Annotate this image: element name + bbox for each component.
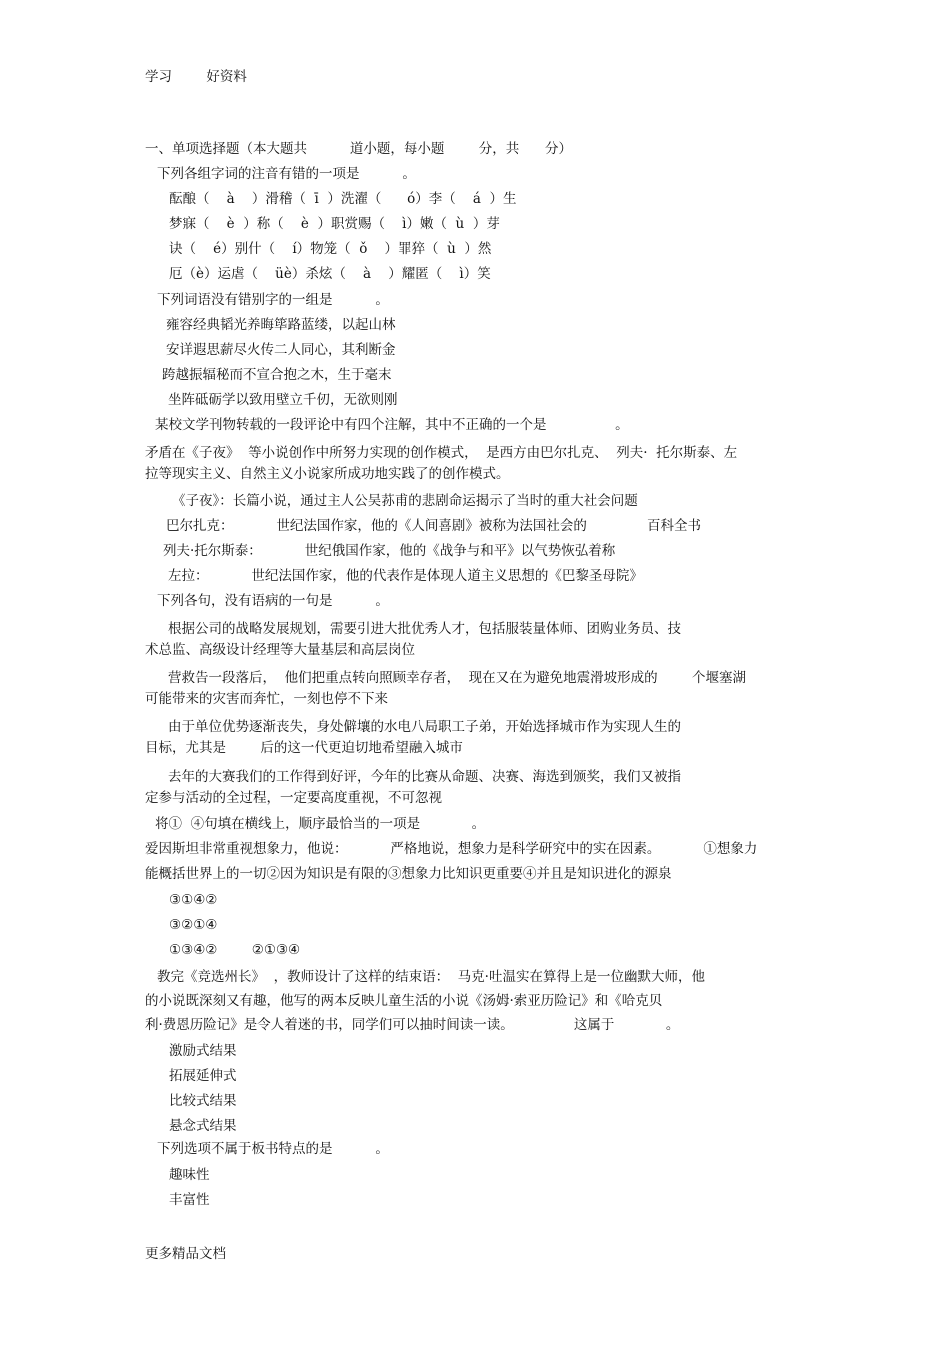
question-4-option-c-line-1: 由于单位优势逐渐丧失，身处僻壤的水电八局职工子弟，开始选择城市作为实现人生的: [168, 719, 681, 735]
question-2-stem: 下列词语没有错别字的一组是 。: [157, 292, 389, 308]
question-2-option-d: 坐阵砥砺学以致用壁立千仞，无欲则刚: [168, 392, 398, 408]
section-heading: 一、单项选择题（本大题共 道小题，每小题 分，共 分）: [145, 141, 572, 157]
question-1-option-b: 梦寐（ è ）称（ è ）职赏赐（ ì）嫩（ ù ）芽: [169, 216, 500, 232]
question-5-stem: 将① ④句填在横线上，顺序最恰当的一项是 。: [155, 816, 486, 832]
question-4-option-b-line-1: 营救告一段落后， 他们把重点转向照顾幸存者， 现在又在为避免地震滑坡形成的 个堰塞湖: [168, 670, 746, 686]
question-7-option-a: 趣味性: [169, 1167, 210, 1183]
question-1-stem: 下列各组字词的注音有错的一项是 。: [157, 166, 416, 182]
question-3-option-b: 巴尔扎克： 世纪法国作家，他的《人间喜剧》被称为法国社会的 百科全书: [166, 518, 701, 534]
question-6-stem-line-2: 的小说既深刻又有趣，他写的两本反映儿童生活的小说《汤姆·索亚历险记》和《哈克贝: [145, 993, 663, 1009]
question-6-stem-line-1: 教完《竞选州长》 ，教师设计了这样的结束语： 马克·吐温实在算得上是一位幽默大师，他: [157, 969, 705, 985]
question-6-option-b: 拓展延伸式: [169, 1068, 237, 1084]
question-4-option-a-line-1: 根据公司的战略发展规划，需要引进大批优秀人才，包括服装量体师、团购业务员、技: [168, 621, 681, 637]
question-4-option-b-line-2: 可能带来的灾害而奔忙，一刻也停不下来: [145, 691, 388, 707]
question-3-passage-line-1: 矛盾在《子夜》 等小说创作中所努力实现的创作模式， 是西方由巴尔扎克、 列夫· 托尔斯泰、左: [145, 445, 738, 461]
question-6-option-d: 悬念式结果: [169, 1118, 237, 1134]
question-4-option-c-line-2: 目标，尤其是 后的这一代更迫切地希望融入城市: [145, 740, 463, 756]
question-4-stem: 下列各句，没有语病的一句是 。: [157, 593, 389, 609]
question-7-stem: 下列选项不属于板书特点的是 。: [157, 1141, 389, 1157]
question-7-option-b: 丰富性: [169, 1192, 210, 1208]
question-2-option-c: 跨越振辐秘而不宣合抱之木，生于毫末: [162, 367, 392, 383]
question-4-option-a-line-2: 术总监、高级设计经理等大量基层和高层岗位: [145, 642, 415, 658]
page-header: 学习 好资料: [145, 69, 247, 85]
question-4-option-d-line-1: 去年的大赛我们的工作得到好评，今年的比赛从命题、决赛、海选到颁奖，我们又被指: [168, 769, 681, 785]
question-3-stem: 某校文学刊物转载的一段评论中有四个注解，其中不正确的一个是 。: [155, 417, 629, 433]
question-1-option-d: 厄（è）运虐（ üè）杀炫（ à ）耀匿（ ì）笑: [169, 266, 491, 282]
question-3-option-d: 左拉： 世纪法国作家，他的代表作是体现人道主义思想的《巴黎圣母院》: [168, 568, 643, 584]
question-2-option-a: 雍容经典韬光养晦筚路蓝缕，以起山林: [166, 317, 396, 333]
question-6-stem-line-3: 利·费恩历险记》是令人着迷的书，同学们可以抽时间读一读。 这属于 。: [145, 1017, 680, 1033]
question-1-option-a: 酝酿（ à ）滑稽（ ī ）洗濯（ ó）李（ á ）生: [169, 191, 517, 207]
question-5-option-cd: ①③④② ②①③④: [169, 942, 301, 958]
question-5-option-b: ③②①④: [169, 917, 218, 933]
question-5-passage-line-1: 爱因斯坦非常重视想象力，他说： 严格地说，想象力是科学研究中的实在因素。 ①想象力: [145, 841, 758, 857]
page-footer: 更多精品文档: [145, 1246, 226, 1262]
question-3-option-a: 《子夜》：长篇小说，通过主人公吴荪甫的悲剧命运揭示了当时的重大社会问题: [172, 493, 638, 509]
question-1-option-c: 诀（ é）别什（ í）物笼（ ǒ ）罪猝（ ù ）然: [169, 241, 492, 257]
question-6-option-a: 激励式结果: [169, 1043, 237, 1059]
question-3-passage-line-2: 拉等现实主义、自然主义小说家所成功地实践了的创作模式。: [145, 466, 510, 482]
question-5-option-a: ③①④②: [169, 892, 218, 908]
question-3-option-c: 列夫·托尔斯泰： 世纪俄国作家，他的《战争与和平》以气势恢弘着称: [163, 543, 616, 559]
question-2-option-b: 安详遐思薪尽火传二人同心，其利断金: [166, 342, 396, 358]
question-5-passage-line-2: 能概括世界上的一切②因为知识是有限的③想象力比知识更重要④并且是知识进化的源泉: [145, 866, 672, 882]
question-6-option-c: 比较式结果: [169, 1093, 237, 1109]
question-4-option-d-line-2: 定参与活动的全过程，一定要高度重视，不可忽视: [145, 790, 442, 806]
